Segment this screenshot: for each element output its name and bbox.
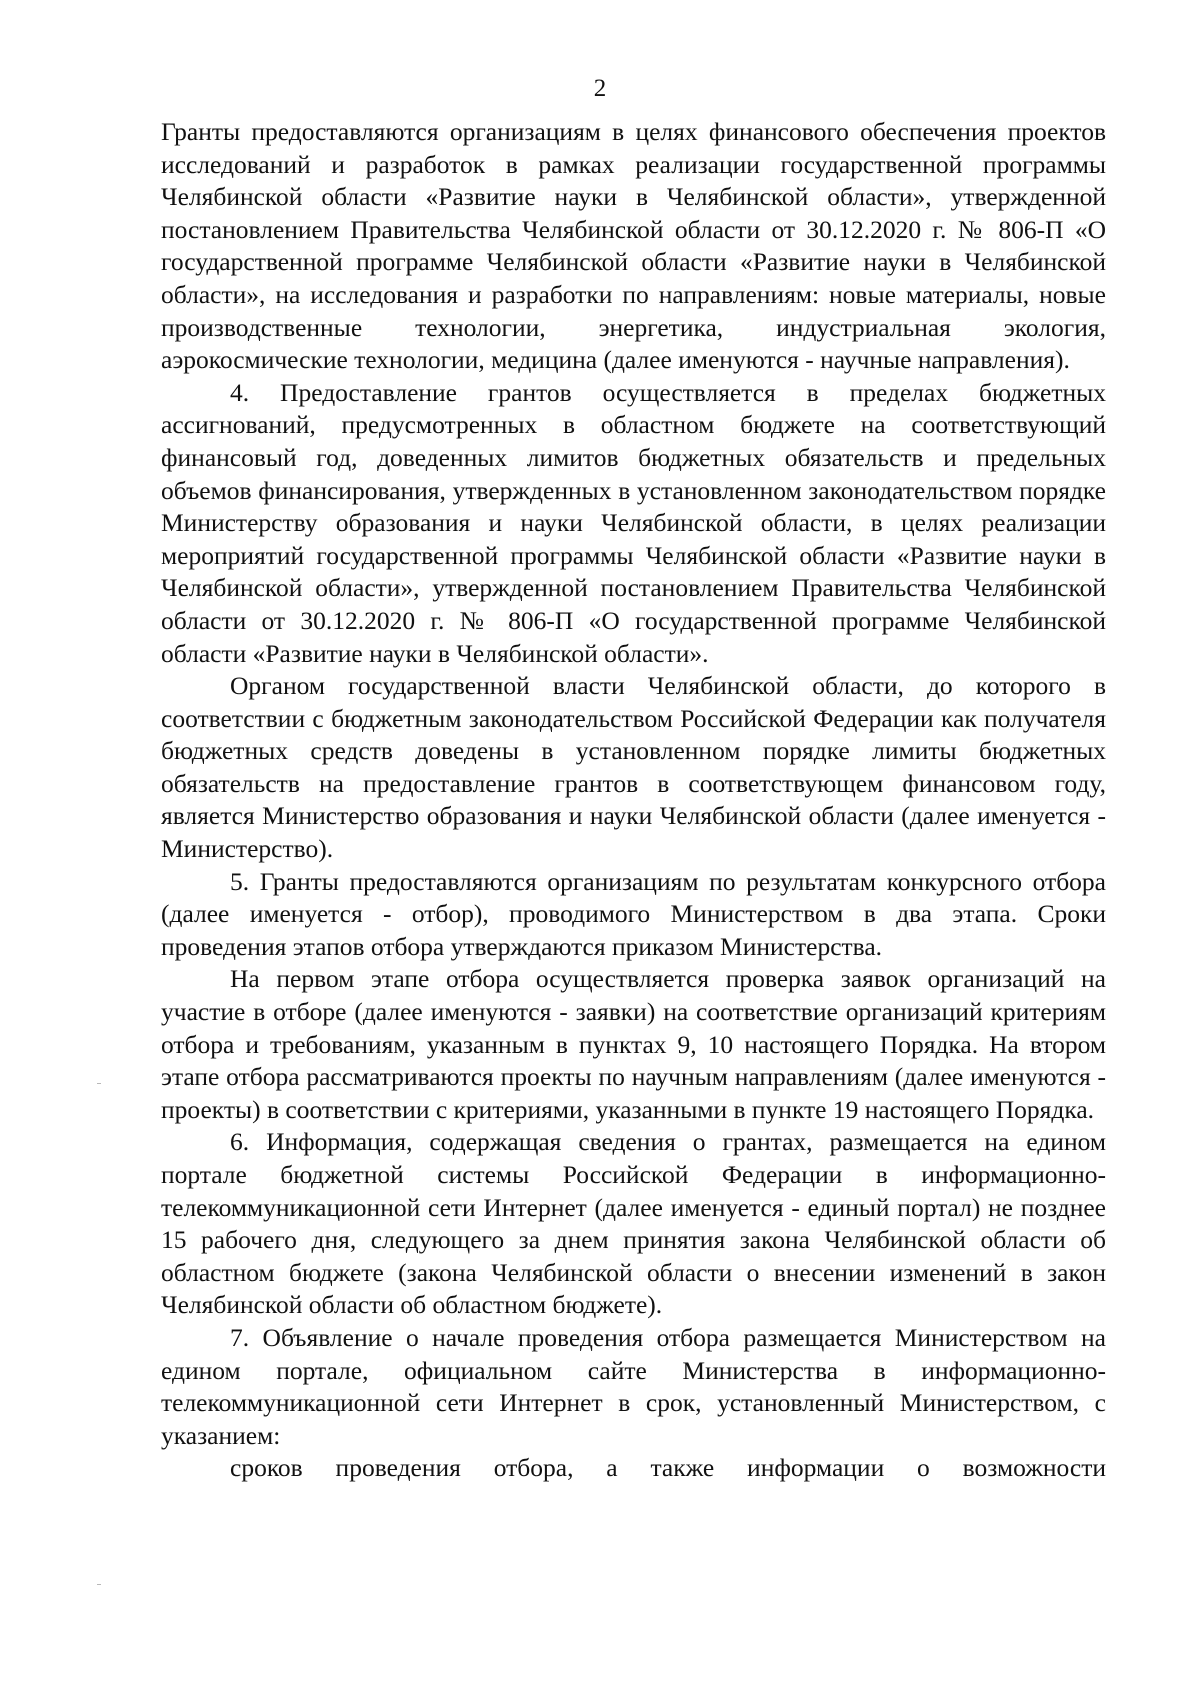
scan-margin-mark (97, 1584, 101, 1585)
paragraph-selection-terms: сроков проведения отбора, а также информации о возможности (230, 1453, 1106, 1483)
paragraph-selection-stages: На первом этапе отбора осуществляется проверка заявок организаций на участие в отборе (далее именуются - заявки) на соответствие организаций критериям отбора и требованиям, указанным в пунктах 9, 10 настоящего Порядка. На втором этапе отбора рассматриваются проекты по научным направлениям (далее именуются - проекты) в соответствии с критериями, указанными в пункте 19 настоящего Порядка. (161, 964, 1106, 1124)
paragraph-item-4: 4. Предоставление грантов осуществляется в пределах бюджетных ассигнований, предусмотренных в областном бюджете на соответствующий финансовый год, доведенных лимитов бюджетных обязательств и предельных объемов финансирования, утвержденных в установленном законодательством порядке Министерству образования и науки Челябинской области, в целях реализации мероприятий государственной программы Челябинской области «Развитие науки в Челябинской области», утвержденной постановлением Правительства Челябинской области от 30.12.2020 г. № 806-П «О государственной программе Челябинской области «Развитие науки в Челябинской области». (161, 377, 1106, 668)
paragraph-authority: Органом государственной власти Челябинской области, до которого в соответствии с бюджетным законодательством Российской Федерации как получателя бюджетных средств доведены в установленном порядке лимиты бюджетных обязательств на предоставление грантов в соответствующем финансовом году, является Министерство образования и науки Челябинской области (далее именуется - Министерство). (161, 671, 1106, 864)
page-number: 2 (593, 75, 607, 102)
scan-margin-mark (97, 1083, 101, 1084)
paragraph-item-7: 7. Объявление о начале проведения отбора размещается Министерством на едином портале, официальном сайте Министерства в информационно-телекоммуникационной сети Интернет в срок, установленный Министерством, с указанием: (161, 1322, 1106, 1450)
document-body (161, 116, 1106, 1485)
paragraph-item-6: 6. Информация, содержащая сведения о грантах, размещается на едином портале бюджетной системы Российской Федерации в информационно-телекоммуникационной сети Интернет (далее именуется - единый портал) не позднее 15 рабочего дня, следующего за днем принятия закона Челябинской области об областном бюджете (закона Челябинской области о внесении изменений в закон Челябинской области об областном бюджете). (161, 1127, 1106, 1320)
paragraph-item-5: 5. Гранты предоставляются организациям по результатам конкурсного отбора (далее именуется - отбор), проводимого Министерством в два этапа. Сроки проведения этапов отбора утверждаются приказом Министерства. (161, 866, 1106, 961)
paragraph-grants-purpose: Гранты предоставляются организациям в целях финансового обеспечения проектов исследований и разработок в рамках реализации государственной программы Челябинской области «Развитие науки в Челябинской области», утвержденной постановлением Правительства Челябинской области от 30.12.2020 г. № 806-П «О государственной программе Челябинской области «Развитие науки в Челябинской области», на исследования и разработки по направлениям: новые материалы, новые производственные технологии, энергетика, индустриальная экология, аэрокосмические технологии, медицина (далее именуются - научные направления). (161, 117, 1106, 375)
